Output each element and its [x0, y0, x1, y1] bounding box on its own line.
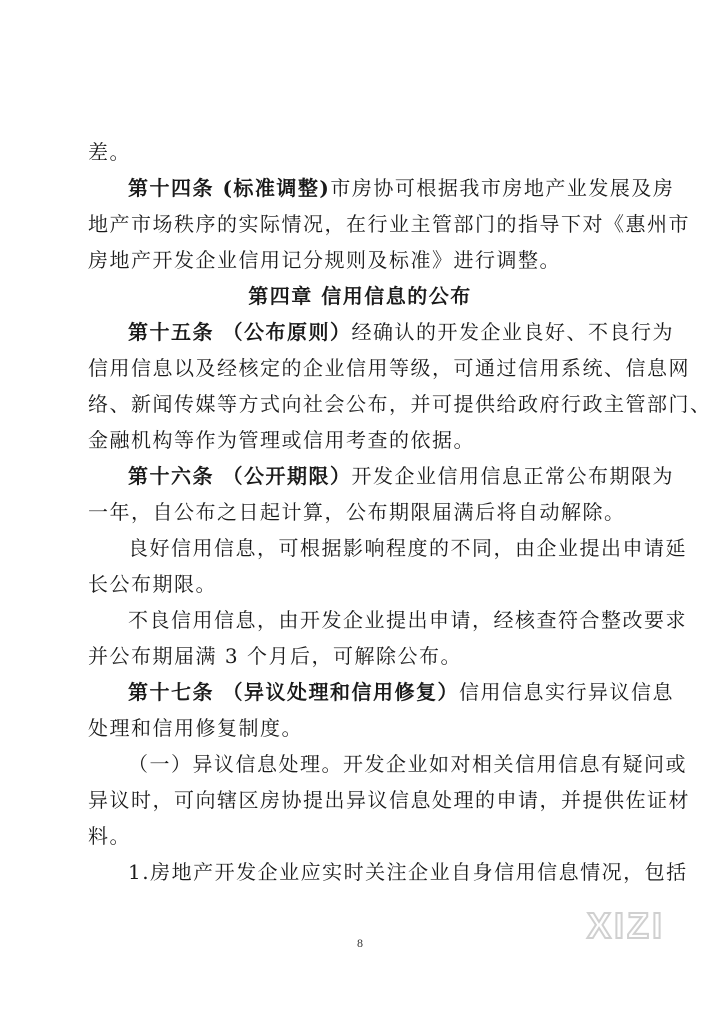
article-14-heading-line — [128, 170, 675, 206]
paragraph-line — [128, 746, 687, 782]
line-text: 异议时，可向辖区房协提出异议信息处理的申请，并提供佐证材 — [88, 788, 690, 812]
line-text: 处理和信用修复制度。 — [88, 716, 303, 740]
paragraph-line — [128, 602, 687, 638]
paragraph-line — [88, 350, 690, 386]
page-number: 8 — [357, 936, 363, 950]
paragraph-line — [88, 818, 640, 854]
paragraph-line — [88, 782, 690, 818]
line-text: 不良信用信息，由开发企业提出申请，经核查符合整改要求 — [128, 608, 687, 632]
paragraph-line — [88, 422, 640, 458]
chapter-title: 第四章 信用信息的公布 — [248, 284, 472, 308]
paragraph-line — [88, 242, 640, 278]
line-text: 一年，自公布之日起计算，公布期限届满后将自动解除。 — [88, 500, 626, 524]
line-text: 开发企业信用信息正常公布期限为 — [351, 464, 674, 488]
article-15-heading-line — [128, 314, 674, 350]
chapter-heading — [0, 278, 720, 314]
line-text: 络、新闻传媒等方式向社会公布，并可提供给政府行政主管部门、 — [88, 392, 712, 416]
line-text: 良好信用信息，可根据影响程度的不同，由企业提出申请延 — [128, 536, 687, 560]
line-text: 1.房地产开发企业应实时关注企业自身信用信息情况，包括 — [128, 860, 688, 884]
paragraph-line — [128, 854, 688, 890]
paragraph-line — [88, 386, 712, 422]
line-text: 经确认的开发企业良好、不良行为 — [351, 320, 674, 344]
line-text: 信用信息实行异议信息 — [458, 680, 674, 704]
line-text: 市房协可根据我市房地产业发展及房 — [330, 176, 675, 200]
article-title: 第十四条 (标准调整) — [128, 176, 331, 200]
article-17-heading-line — [128, 674, 674, 710]
xizi-watermark-logo — [566, 900, 686, 950]
line-text: 房地产开发企业信用记分规则及标准》进行调整。 — [88, 248, 561, 272]
line-text: 差。 — [88, 140, 131, 164]
article-title: 第十五条 （公布原则） — [128, 320, 352, 344]
line-text: 并公布期届满 3 个月后，可解除公布。 — [88, 644, 462, 668]
line-text: （一）异议信息处理。开发企业如对相关信用信息有疑问或 — [128, 752, 687, 776]
line-text: 长公布期限。 — [88, 572, 217, 596]
paragraph-line — [88, 710, 640, 746]
line-text: 信用信息以及经核定的企业信用等级，可通过信用系统、信息网 — [88, 356, 690, 380]
line-text: 地产市场秩序的实际情况，在行业主管部门的指导下对《惠州市 — [88, 212, 690, 236]
article-16-heading-line — [128, 458, 674, 494]
article-title: 第十七条 （异议处理和信用修复） — [128, 680, 459, 704]
article-title: 第十六条 （公开期限） — [128, 464, 352, 488]
paragraph-line — [88, 566, 640, 602]
paragraph-line — [128, 530, 687, 566]
line-text: 料。 — [88, 824, 131, 848]
line-text: 金融机构等作为管理或信用考查的依据。 — [88, 428, 475, 452]
paragraph-line — [88, 638, 640, 674]
paragraph-line — [88, 206, 690, 242]
paragraph-line — [88, 134, 640, 170]
paragraph-line — [88, 494, 640, 530]
watermark-text: XIZI — [586, 905, 666, 946]
